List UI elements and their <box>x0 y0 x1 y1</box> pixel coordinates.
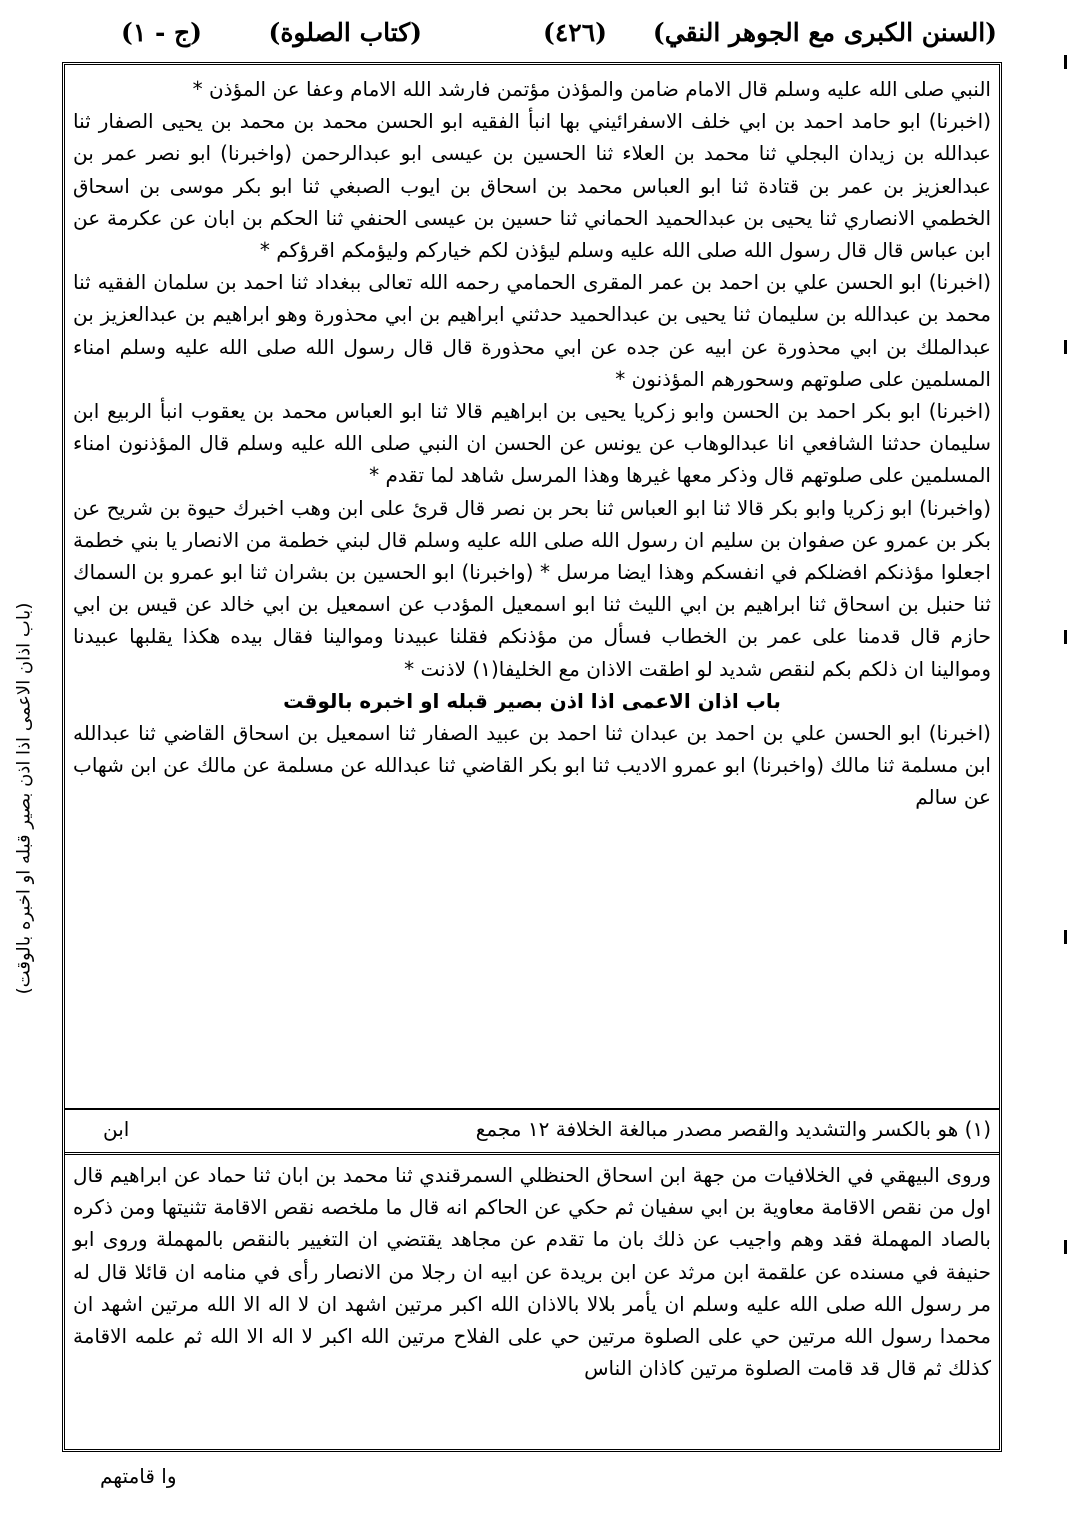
book-title: (السنن الكبرى مع الجوهر النقي) <box>652 18 997 47</box>
paragraph: (اخبرنا) ابو الحسن علي بن احمد بن عبدان ثنا احمد بن عبيد الصفار ثنا اسمعيل بن اسحاق القاضي ثنا عبدالله ابن مسلمة ثنا مالك (واخبرنا) ابو عمرو الاديب ثنا ابو بكر القاضي ثنا عبدالله عن مسلمة عن مالك عن ابن شهاب عن سالم <box>73 721 991 810</box>
footnote <box>73 1113 991 1149</box>
volume-number: (ج - ١) <box>120 18 202 47</box>
margin-side-note <box>2 575 46 1025</box>
paragraph: (اخبرنا) ابو الحسن علي بن احمد بن عمر المقرى الحمامي رحمه الله تعالى ببغداد ثنا احمد بن سلمان الفقيه ثنا محمد بن عبدالله بن سليمان ثنا يحيى بن عبدالحميد حدثني ابراهيم بن ابي محذورة وهو ابراهيم بن عبدالعزيز بن عبدالملك بن ابي محذورة عن ابيه عن جده عن ابي محذورة قال قال رسول الله صلى الله عليه وسلم امناء المسلمين على صلوتهم وسحورهم المؤذنون * <box>73 270 991 391</box>
running-header <box>62 10 1002 60</box>
paragraph: النبي صلى الله عليه وسلم قال الامام ضامن والمؤذن مؤتمن فارشد الله الامام وعفا عن المؤذن * <box>192 77 991 101</box>
commentary-paragraph: وروى البيهقي في الخلافيات من جهة ابن اسحاق الحنظلي السمرقندي ثنا محمد بن ابان ثنا حماد عن ابراهيم قال اول من نقص الاقامة معاوية بن ابي سفيان ثم حكي عن الحاكم انه قال ما ملخصه نقص الاقامة تثنيتها ومن ذكره بالصاد المهملة فقد وهم واجيب عن ذلك بان ما تقدم عن مجاهد يقتضي ان التغيير بالنقص بالمهملة وروى ابو حنيفة في مسنده عن علقمة ابن مرثد عن ابن بريدة عن ابيه ان رجلا من الانصار رأى في منامه ان قائلا قال له مر رسول الله صلى الله عليه وسلم ان يأمر بلالا بالاذان الله اكبر مرتين اشهد ان لا اله الا الله مرتين اشهد ان محمدا رسول الله مرتين حي على الصلوة مرتين حي على الفلاح مرتين الله اكبر لا اله الا الله ثم علمه الاقامة كذلك ثم قال قد قامت الصلوة مرتين كاذان الناس <box>73 1163 991 1381</box>
commentary-divider <box>65 1152 999 1155</box>
footnote-catchword: ابن <box>103 1117 130 1141</box>
edge-mark <box>1064 930 1067 944</box>
paragraph: (اخبرنا) ابو حامد احمد بن ابي خلف الاسفرائيني بها انبأ الفقيه ابو الحسن محمد بن محمد بن يحيى الصفار ثنا عبدالله بن زيدان البجلي ثنا محمد بن العلاء ثنا الحسين بن عيسى ابو عبدالرحمن (واخبرنا) ابو نصر عمر بن عبدالعزيز بن عمر بن قتادة ثنا ابو العباس محمد بن اسحاق بن ايوب الصبغي ثنا ابو بكر موسى بن اسحاق الخطمي الانصاري ثنا يحيى بن عبدالحميد الحماني ثنا حسين بن عيسى الحنفي ثنا الحكم بن ابان عن عكرمة عن ابن عباس قال قال رسول الله صلى الله عليه وسلم ليؤذن لكم خياركم وليؤمكم اقرؤكم * <box>73 109 991 263</box>
edge-mark <box>1064 340 1067 354</box>
main-text-block <box>73 73 991 1105</box>
page-catchword: وا قامتهم <box>100 1464 177 1488</box>
side-note-text: (باب اذان الاعمى اذا اذن بصير قبله او اخبره بالوقت) <box>13 602 35 995</box>
edge-mark <box>1064 1240 1067 1254</box>
chapter-heading: باب اذان الاعمى اذا اذن بصير قبله او اخبره بالوقت <box>283 688 781 713</box>
commentary-block <box>73 1159 991 1449</box>
chapter-title: (كتاب الصلوة) <box>268 18 422 47</box>
paragraph: (اخبرنا) ابو بكر احمد بن الحسن وابو زكريا يحيى بن ابراهيم قالا ثنا ابو العباس محمد بن يعقوب انبأ الربيع ابن سليمان حدثنا الشافعي انا عبدالوهاب عن يونس عن الحسن ان النبي صلى الله عليه وسلم قال المؤذنون امناء المسلمين على صلوتهم قال وذكر معها غيرها وهذا المرسل شاهد لما تقدم * <box>73 399 991 488</box>
footnote-text: (١) هو بالكسر والتشديد والقصر مصدر مبالغة الخلافة ١٢ مجمع <box>475 1117 991 1141</box>
page-frame <box>62 62 1002 1452</box>
edge-mark <box>1064 630 1067 644</box>
paragraph: (واخبرنا) ابو زكريا وابو بكر قالا ثنا ابو العباس ثنا بحر بن نصر قال قرئ على ابن وهب اخبرك حيوة بن شريح عن بكر بن عمرو عن صفوان بن سليم ان رسول الله صلى الله عليه وسلم قال لبني خطمة من الانصار يا بني خطمة اجعلوا مؤذنكم افضلكم في انفسكم وهذا ايضا مرسل * (واخبرنا) ابو الحسين بن بشران ثنا ابو عمرو بن السماك ثنا حنبل بن اسحاق ثنا ابراهيم بن ابي الليث ثنا ابو اسمعيل المؤدب عن اسمعيل بن ابي خالد عن قيس بن ابي حازم قال قدمنا على عمر بن الخطاب فسأل من مؤذنكم فقلنا عبيدنا وموالينا فقال بيده هكذا يقلبها عبيدنا وموالينا ان ذلكم بكم لنقص شديد لو اطقت الاذان مع الخليفا(١) لاذنت * <box>73 495 991 681</box>
edge-mark <box>1064 55 1067 69</box>
footnote-divider <box>65 1108 999 1110</box>
page-number: (٤٢٦) <box>543 18 607 47</box>
